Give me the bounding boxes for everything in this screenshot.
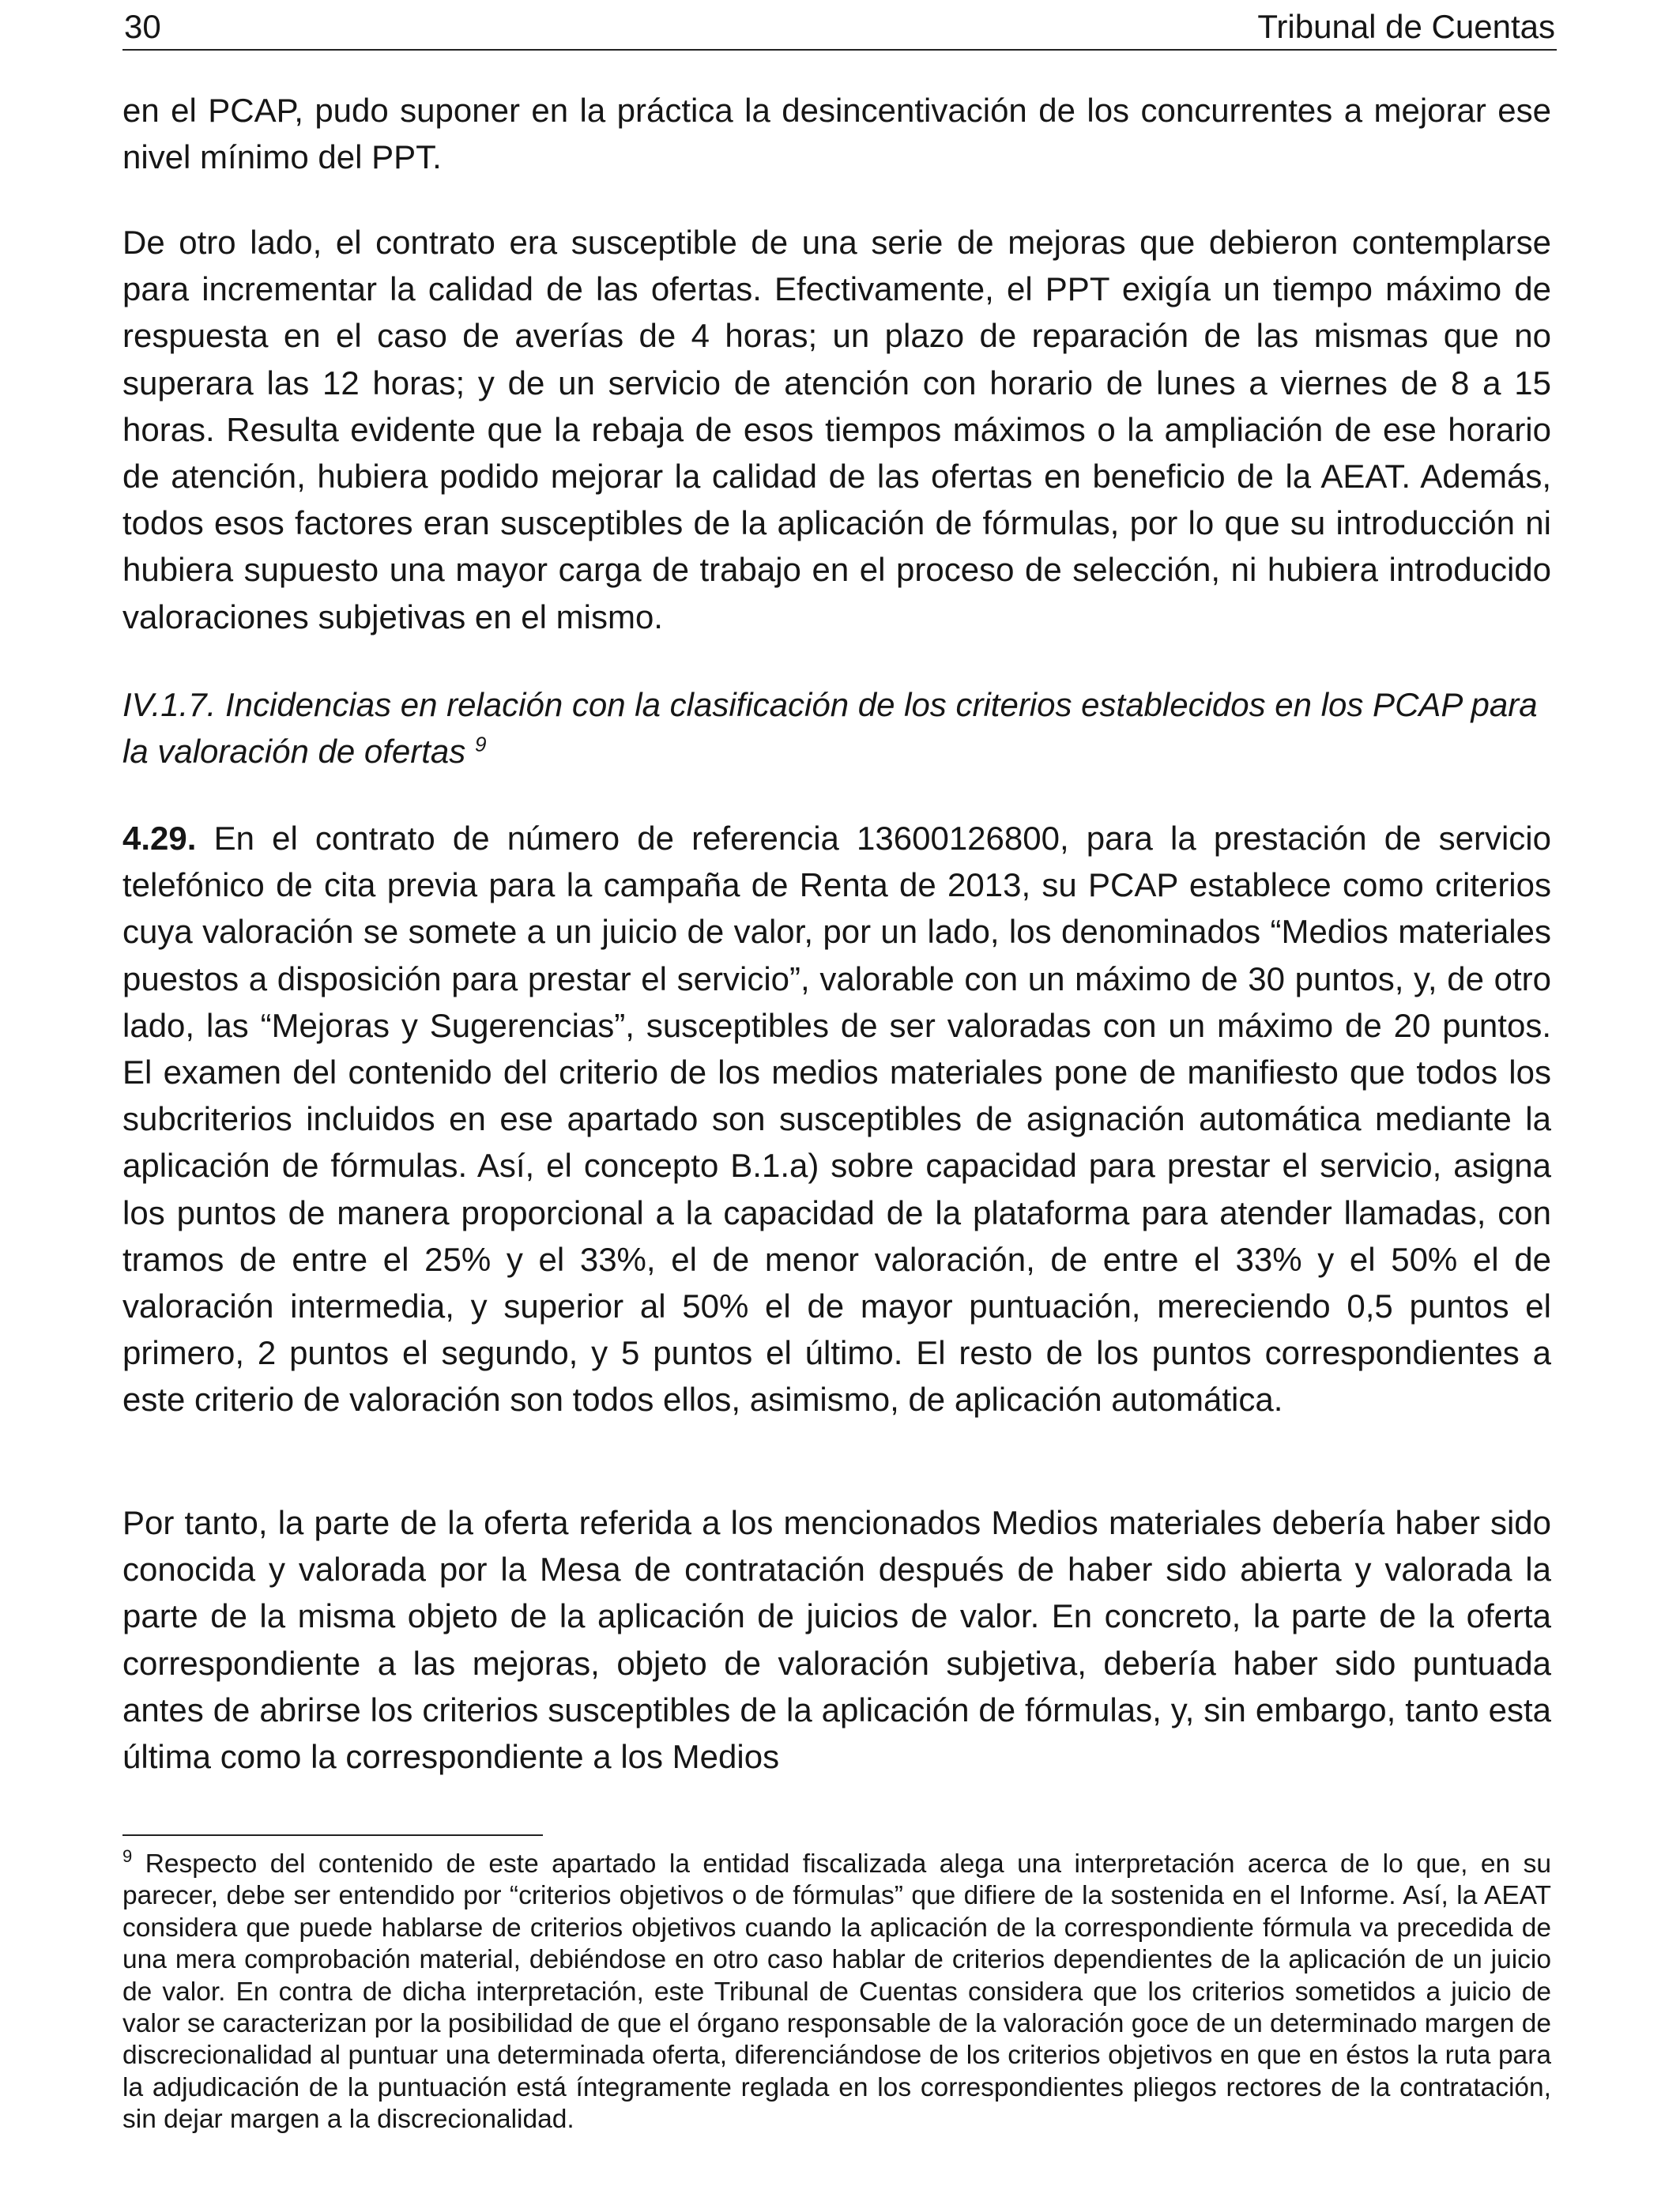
footnote (122, 1845, 1552, 2136)
paragraph-4-29 (122, 815, 1551, 1423)
footnote-text: Respecto del contenido de este apartado la entidad fiscalizada alega una interpretación acerca de lo que, en su parecer, debe ser entendido por “criterios objetivos o de fórmulas” que difiere de la sostenida en el Informe. Así, la AEAT considera que puede hablarse de criterios objetivos cuando la aplicación de la correspondiente fórmula va precedida de una mera comprobación material, debiéndose en otro caso hablar de criterios dependientes de la aplicación de un juicio de valor. En contra de dicha interpretación, este Tribunal de Cuentas considera que los criterios sometidos a juicio de valor se caracterizan por la posibilidad de que el órgano responsable de la valoración goce de un determinado margen de discrecionalidad al puntuar una determinada oferta, diferenciándose de los criterios objetivos en que en éstos la ruta para la adjudicación de la puntuación está íntegramente reglada en los correspondientes pliegos rectores de la contratación, sin dejar margen a la discrecionalidad. (122, 1849, 1552, 2135)
running-title: Tribunal de Cuentas (1257, 8, 1555, 45)
footnote-separator (122, 1834, 543, 1836)
paragraph-conclusion: Por tanto, la parte de la oferta referida a los mencionados Medios materiales debería haber sido conocida y valorada por la Mesa de contratación después de haber sido abierta y valorada la parte de la misma objeto de la aplicación de juicios de valor. En concreto, la parte de la oferta correspondiente a las mejoras, objeto de valoración subjetiva, debería haber sido puntuada antes de abrirse los criterios susceptibles de la aplicación de fórmulas, y, sin embargo, tanto esta última como la correspondiente a los Medios (122, 1504, 1551, 1776)
paragraph-improvements: De otro lado, el contrato era susceptible de una serie de mejoras que debieron contemplarse para incrementar la calidad de las ofertas. Efectivamente, el PPT exigía un tiempo máximo de respuesta en el caso de averías de 4 horas; un plazo de reparación de las mismas que no superara las 12 horas; y de un servicio de atención con horario de lunes a viernes de 8 a 15 horas. Resulta evidente que la rebaja de esos tiempos máximos o la ampliación de ese horario de atención, hubiera podido mejorar la calidad de las ofertas en beneficio de la AEAT. Además, todos esos factores eran susceptibles de la aplicación de fórmulas, por lo que su introducción ni hubiera supuesto una mayor carga de trabajo en el proceso de selección, ni hubiera introducido valoraciones subjetivas en el mismo. (122, 224, 1551, 635)
section-heading-text: IV.1.7. Incidencias en relación con la clasificación de los criterios establecidos en los PCAP para la valoración de ofertas (122, 686, 1538, 771)
page-header (122, 0, 1557, 51)
page-number: 30 (124, 8, 161, 45)
footnote-reference: 9 (474, 732, 487, 756)
section-heading (122, 681, 1551, 775)
paragraph-number: 4.29. (122, 820, 197, 857)
paragraph-4-29-text: En el contrato de número de referencia 13600126800, para la prestación de servicio telefónico de cita previa para la campaña de Renta de 2013, su PCAP establece como criterios cuya valoración se somete a un juicio de valor, por un lado, los denominados “Medios materiales puestos a disposición para prestar el servicio”, valorable con un máximo de 30 puntos, y, de otro lado, las “Mejoras y Sugerencias”, susceptibles de ser valoradas con un máximo de 20 puntos. El examen del contenido del criterio de los medios materiales pone de manifiesto que todos los subcriterios incluidos en ese apartado son susceptibles de asignación automática mediante la aplicación de fórmulas. Así, el concepto B.1.a) sobre capacidad para prestar el servicio, asigna los puntos de manera proporcional a la capacidad de la plataforma para atender llamadas, con tramos de entre el 25% y el 33%, el de menor valoración, de entre el 33% y el 50% el de valoración intermedia, y superior al 50% el de mayor puntuación, mereciendo 0,5 puntos el primero, 2 puntos el segundo, y 5 puntos el último. El resto de los puntos correspondientes a este criterio de valoración son todos ellos, asimismo, de aplicación automática. (122, 820, 1551, 1419)
footnote-marker: 9 (122, 1845, 133, 1866)
paragraph-continuation: en el PCAP, pudo suponer en la práctica la desincentivación de los concurrentes a mejorar ese nivel mínimo del PPT. (122, 92, 1551, 176)
